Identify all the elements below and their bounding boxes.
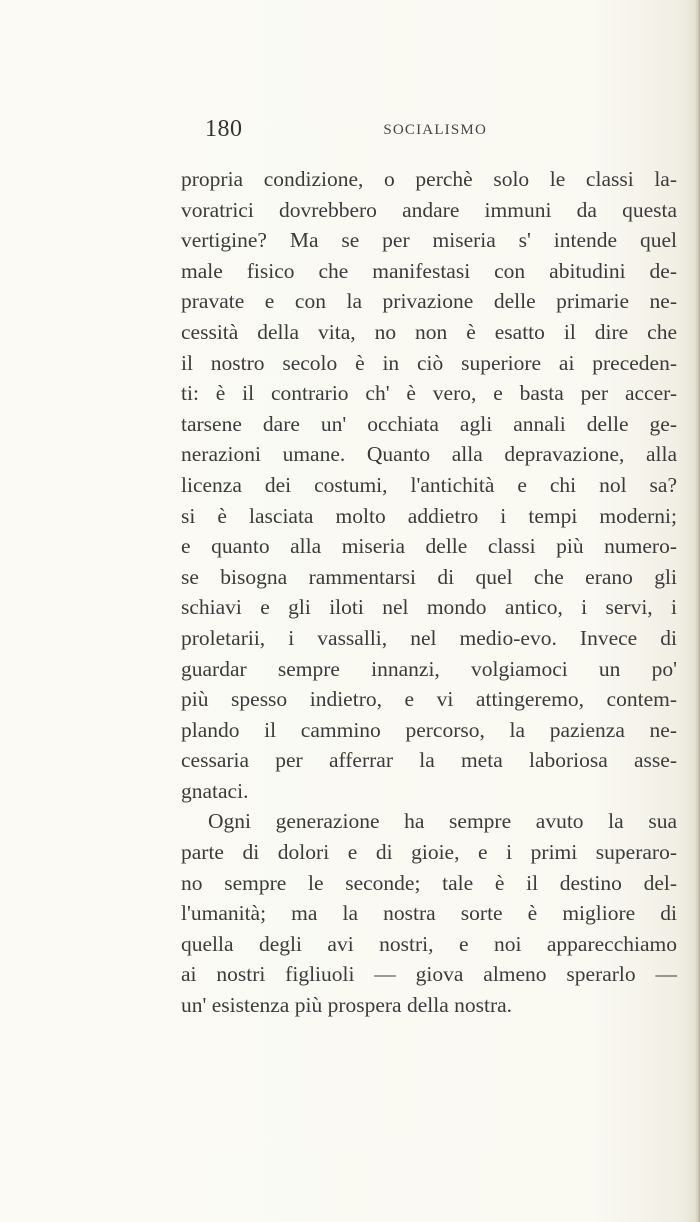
paragraph-1 [181,164,677,806]
text-line: male fisico che manifestasi con abitudini de- [181,258,677,283]
text-line: un' esistenza più prospera della nostra. [181,993,513,1018]
text-line: Ogni generazione ha sempre avuto la sua [208,809,677,834]
running-head: SOCIALISMO [383,122,487,138]
text-line: schiavi e gli iloti nel mondo antico, i servi, i [181,595,677,620]
text-line: pravate e con la privazione delle primarie ne- [181,289,677,314]
body-text [181,164,677,1021]
text-line: gnataci. [181,778,249,803]
text-line: voratrici dovrebbero andare immuni da questa [181,197,677,222]
text-line: proletarii, i vassalli, nel medio-evo. Invece di [181,625,677,650]
text-line: ai nostri figliuoli — giova almeno sperarlo — [181,962,677,987]
text-line: ti: è il contrario ch' è vero, e basta per accer- [181,381,677,406]
text-line: e quanto alla miseria delle classi più numero- [181,534,677,559]
text-line: vertigine? Ma se per miseria s' intende quel [181,228,677,253]
text-line: se bisogna rammentarsi di quel che erano gli [181,564,677,589]
text-line: parte di dolori e di gioie, e i primi superaro- [181,840,677,865]
text-line: più spesso indietro, e vi attingeremo, contem- [181,687,677,712]
text-line: plando il cammino percorso, la pazienza ne- [181,717,677,742]
text-line: tarsene dare un' occhiata agli annali delle ge- [181,411,677,436]
text-line: l'umanità; ma la nostra sorte è migliore di [181,901,677,926]
text-line: licenza dei costumi, l'antichità e chi nol sa? [181,472,677,497]
page-header [205,112,487,148]
text-line: il nostro secolo è in ciò superiore ai preceden- [181,350,677,375]
text-line: cessaria per afferrar la meta laboriosa asse- [181,748,677,773]
text-line: quella degli avi nostri, e noi apparecchiamo [181,931,677,956]
page-edge [694,0,700,1222]
text-line: no sempre le seconde; tale è il destino del- [181,870,677,895]
text-line: cessità della vita, no non è esatto il dire che [181,319,677,344]
text-line: guardar sempre innanzi, volgiamoci un po' [181,656,677,681]
text-line: propria condizione, o perchè solo le classi la- [181,167,677,191]
page-number: 180 [205,116,243,142]
text-line: si è lasciata molto addietro i tempi moderni; [181,503,677,528]
paragraph-2 [181,806,677,1020]
text-line: nerazioni umane. Quanto alla depravazione, alla [181,442,677,467]
